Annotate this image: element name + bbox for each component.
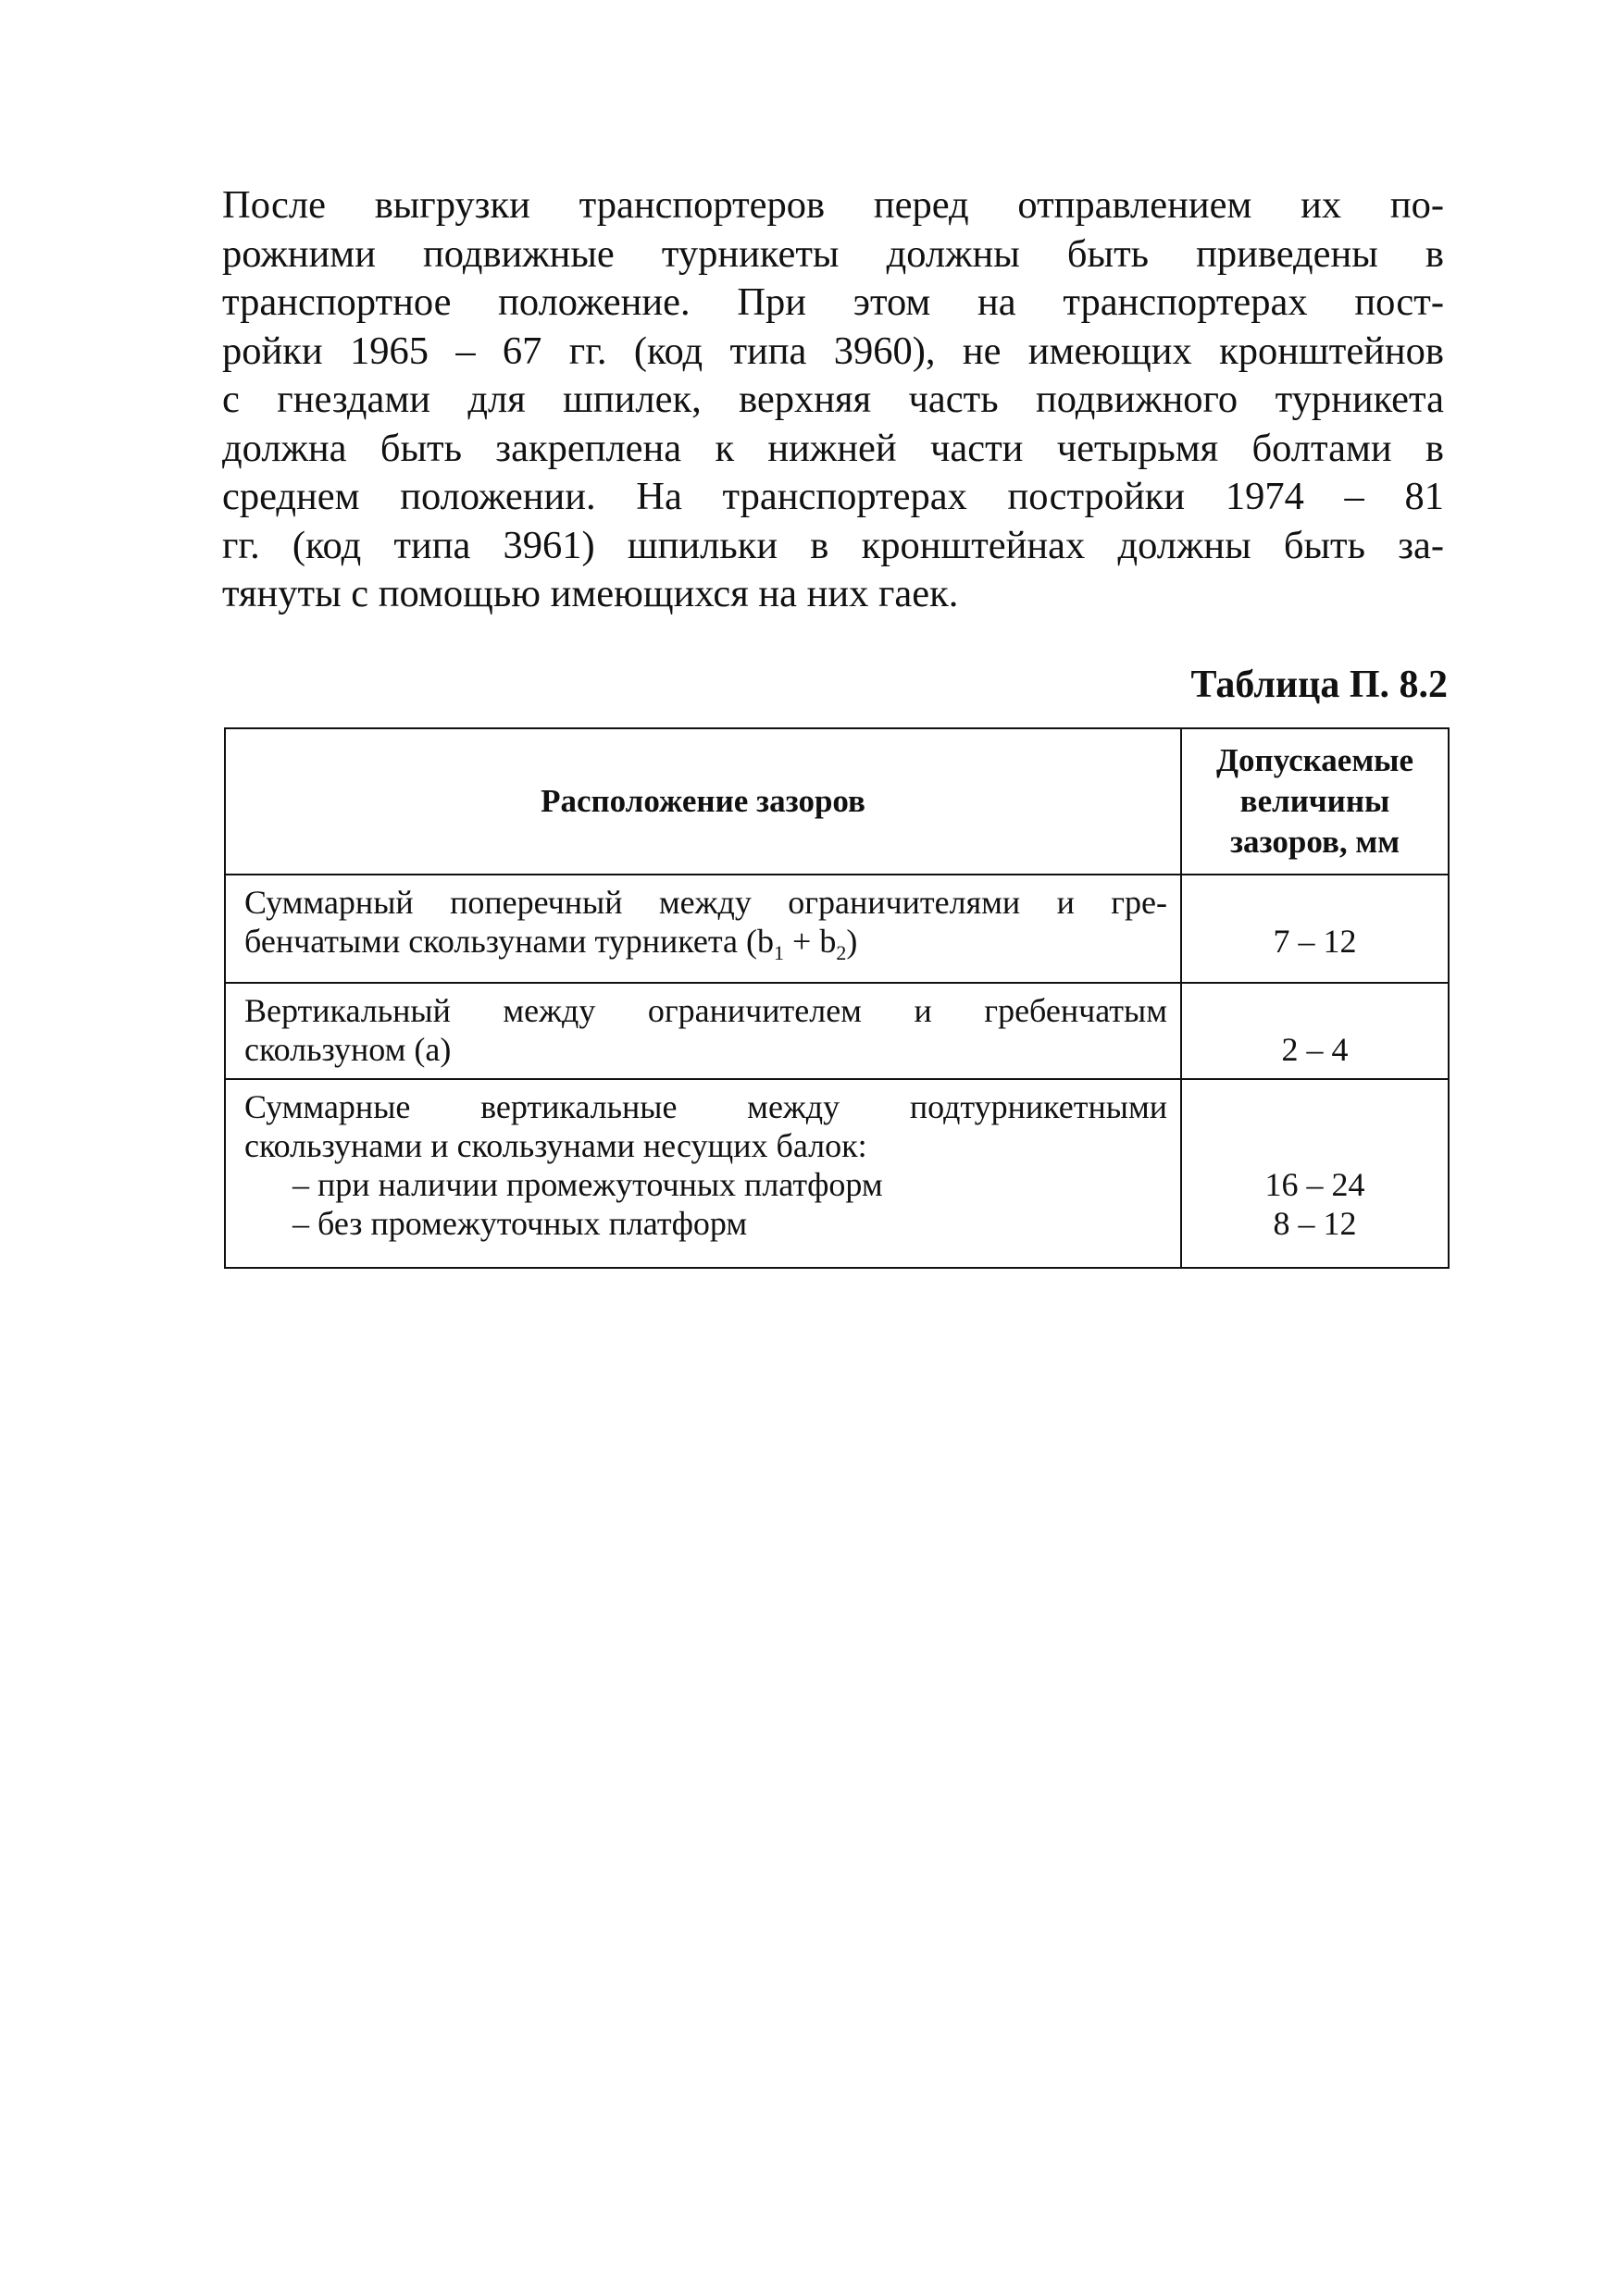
table-header-row <box>225 728 1449 875</box>
row-description <box>225 875 1181 983</box>
description-line: Суммарный поперечный между ограничителями и гре- <box>244 884 1167 921</box>
description-line: Вертикальный между ограничителем и гребенчатым <box>244 992 1167 1030</box>
paragraph-line: должна быть закреплена к нижней части четырьмя болтами в <box>222 426 1444 470</box>
header-allowed-gap <box>1181 728 1449 875</box>
gap-value: 7 – 12 <box>1273 923 1357 960</box>
paragraph-line: с гнездами для шпилек, верхняя часть подвижного турникета <box>222 378 1444 421</box>
description-line: скользуном (а) <box>244 1031 452 1069</box>
row-description <box>225 983 1181 1079</box>
row-description <box>225 1079 1181 1268</box>
paragraph-line: среднем положении. На транспортерах постройки 1974 – 81 <box>222 475 1444 518</box>
table-row <box>225 1079 1449 1268</box>
paragraph-line: гг. (код типа 3961) шпильки в кронштейнах должны быть за- <box>222 523 1444 567</box>
body-paragraph <box>222 181 1444 619</box>
paragraph-line: ройки 1965 – 67 гг. (код типа 3960), не имеющих кронштейнов <box>222 329 1444 373</box>
gap-value: 16 – 24 <box>1264 1166 1365 1204</box>
header-line: Допускаемые <box>1215 742 1414 778</box>
gaps-table <box>224 727 1450 1269</box>
header-gap-location: Расположение зазоров <box>225 728 1181 875</box>
header-line: величины <box>1239 783 1390 819</box>
subscript: 2 <box>836 941 847 965</box>
paragraph-line: транспортное положение. При этом на транспортерах пост- <box>222 280 1444 324</box>
gap-value: 8 – 12 <box>1273 1205 1357 1243</box>
table-row <box>225 875 1449 983</box>
gap-value: 2 – 4 <box>1281 1031 1349 1069</box>
list-item: – без промежуточных платформ <box>292 1205 748 1243</box>
table-row <box>225 983 1449 1079</box>
description-line: Суммарные вертикальные между подтурникетными <box>244 1088 1167 1126</box>
description-text: ) <box>846 923 858 960</box>
table-caption: Таблица П. 8.2 <box>1190 664 1448 706</box>
paragraph-line: После выгрузки транспортеров перед отправлением их по- <box>222 183 1444 227</box>
row-value <box>1181 983 1449 1079</box>
header-line: зазоров, мм <box>1229 824 1400 860</box>
paragraph-line: рожними подвижные турникеты должны быть приведены в <box>222 231 1444 276</box>
description-text: бенчатыми скользунами турникета (b <box>244 923 775 960</box>
row-value <box>1181 1079 1449 1268</box>
subscript: 1 <box>774 941 785 965</box>
description-line: скользунами и скользунами несущих балок: <box>244 1127 867 1165</box>
row-value <box>1181 875 1449 983</box>
description-text: + b <box>784 923 837 960</box>
paragraph-line: тянуты с помощью имеющихся на них гаек. <box>222 572 959 615</box>
description-line <box>244 922 1167 973</box>
list-item: – при наличии промежуточных платформ <box>292 1166 883 1204</box>
